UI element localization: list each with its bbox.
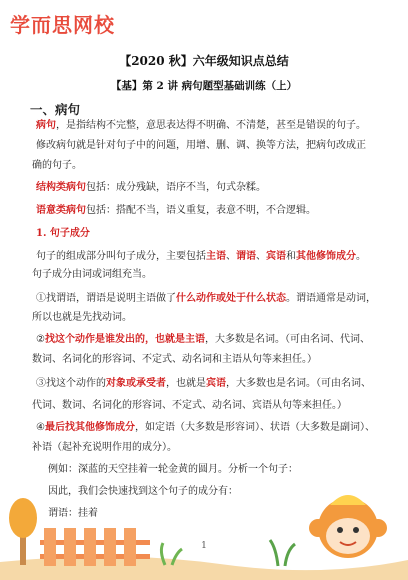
page-subtitle: 【基】第 2 讲 病句题型基础训练（上） <box>110 80 298 92</box>
and-word: 和 <box>286 251 296 262</box>
sep-2: 、 <box>256 251 266 262</box>
step-3-highlight-2: 宾语 <box>206 378 226 389</box>
step-3-pre: ③找这个动作的 <box>36 378 106 389</box>
subheading-sentence-parts: 1. 句子成分 <box>36 228 90 239</box>
sep-1: 、 <box>226 251 236 262</box>
step-1-pre: ①找谓语，谓语是说明主语做了 <box>36 293 176 304</box>
step-1-line2: 所以也就是先找动词。 <box>32 312 132 323</box>
components-pre: 句子的组成部分叫句子成分，主要包括 <box>36 251 206 262</box>
step-3-highlight: 对象或承受者 <box>106 378 166 389</box>
paragraph-components-note: 句子成分由词或词组充当。 <box>32 269 152 280</box>
step-3-line1 <box>36 374 384 394</box>
step-2-post: ，大多数是名词。（可由名词、代词、 <box>204 334 370 345</box>
term-modifiers: 其他修饰成分 <box>296 251 356 262</box>
section-heading: 一、病句 <box>30 102 81 117</box>
step-2-highlight: 找这个动作是谁发出的，也就是主语 <box>44 334 205 345</box>
step-2-line2: 数词、名词化的形容词、不定式、动名词和主语从句等来担任。） <box>32 354 317 365</box>
term-object: 宾语 <box>266 251 286 262</box>
period: 。 <box>356 251 366 262</box>
step-4-pre: ④ <box>36 422 45 433</box>
step-3-line2: 代词、数词、名词化的形容词、不定式、动名词、宾语从句等来担任。） <box>32 400 347 411</box>
brand-logo: 学而思网校 <box>10 13 115 37</box>
step-4-post: ，如定语（大多数是形容词）、状语（大多数是副词）、 <box>134 422 375 433</box>
step-1-highlight: 什么动作或处于什么状态 <box>176 293 286 304</box>
paragraph-revise-line1: 修改病句就是针对句子中的问题，用增、删、调、换等方法，把病句改成正 <box>36 140 366 151</box>
definition-text: ，是指结构不完整，意思表达得不明确、不清楚，甚至是错误的句子。 <box>56 120 366 131</box>
term-predicate: 谓语 <box>236 251 256 262</box>
step-4-line1 <box>36 418 384 438</box>
footer-illustration <box>0 470 408 580</box>
example-sentence: 例如：深蓝的天空挂着一轮金黄的圆月。分析一个句子： <box>48 464 298 475</box>
example-conclusion: 因此，我们会快速找到这个句子的成分有： <box>48 486 238 497</box>
term-bingju: 病句 <box>36 120 56 131</box>
step-4-line2: 补语（起补充说明作用的成分）。 <box>32 442 177 453</box>
step-1-line1 <box>36 289 384 309</box>
term-subject: 主语 <box>206 251 226 262</box>
grass-icon <box>270 540 295 566</box>
step-3-mid: ，也就是 <box>166 378 206 389</box>
ground-shape <box>0 556 408 580</box>
step-3-post: ，大多数也是名词。（可由名词、 <box>226 378 371 389</box>
meaning-text: 包括：搭配不当，语义重复，表意不明，不合逻辑。 <box>86 205 316 216</box>
term-structure: 结构类病句 <box>36 182 86 193</box>
paragraph-meaning-type <box>36 201 384 221</box>
paragraph-revise-line2: 确的句子。 <box>32 160 82 171</box>
structure-text: 包括：成分残缺，语序不当，句式杂糅。 <box>86 182 266 193</box>
paragraph-definition <box>36 116 384 136</box>
paragraph-structure-type <box>36 178 384 198</box>
page-title: 【2020 秋】六年级知识点总结 <box>119 54 289 68</box>
term-meaning: 语意类病句 <box>36 205 86 216</box>
step-2-pre: ② <box>36 334 45 345</box>
step-4-highlight: 最后找其他修饰成分 <box>44 422 135 433</box>
monkey-mascot-icon <box>309 495 387 558</box>
paragraph-components <box>36 247 384 267</box>
tree-icon <box>9 498 37 565</box>
step-2-line1 <box>36 330 384 350</box>
step-1-post: 。谓语通常是动词， <box>286 293 376 304</box>
example-predicate: 谓语：挂着 <box>48 508 98 519</box>
page-number: 1 <box>201 541 207 551</box>
